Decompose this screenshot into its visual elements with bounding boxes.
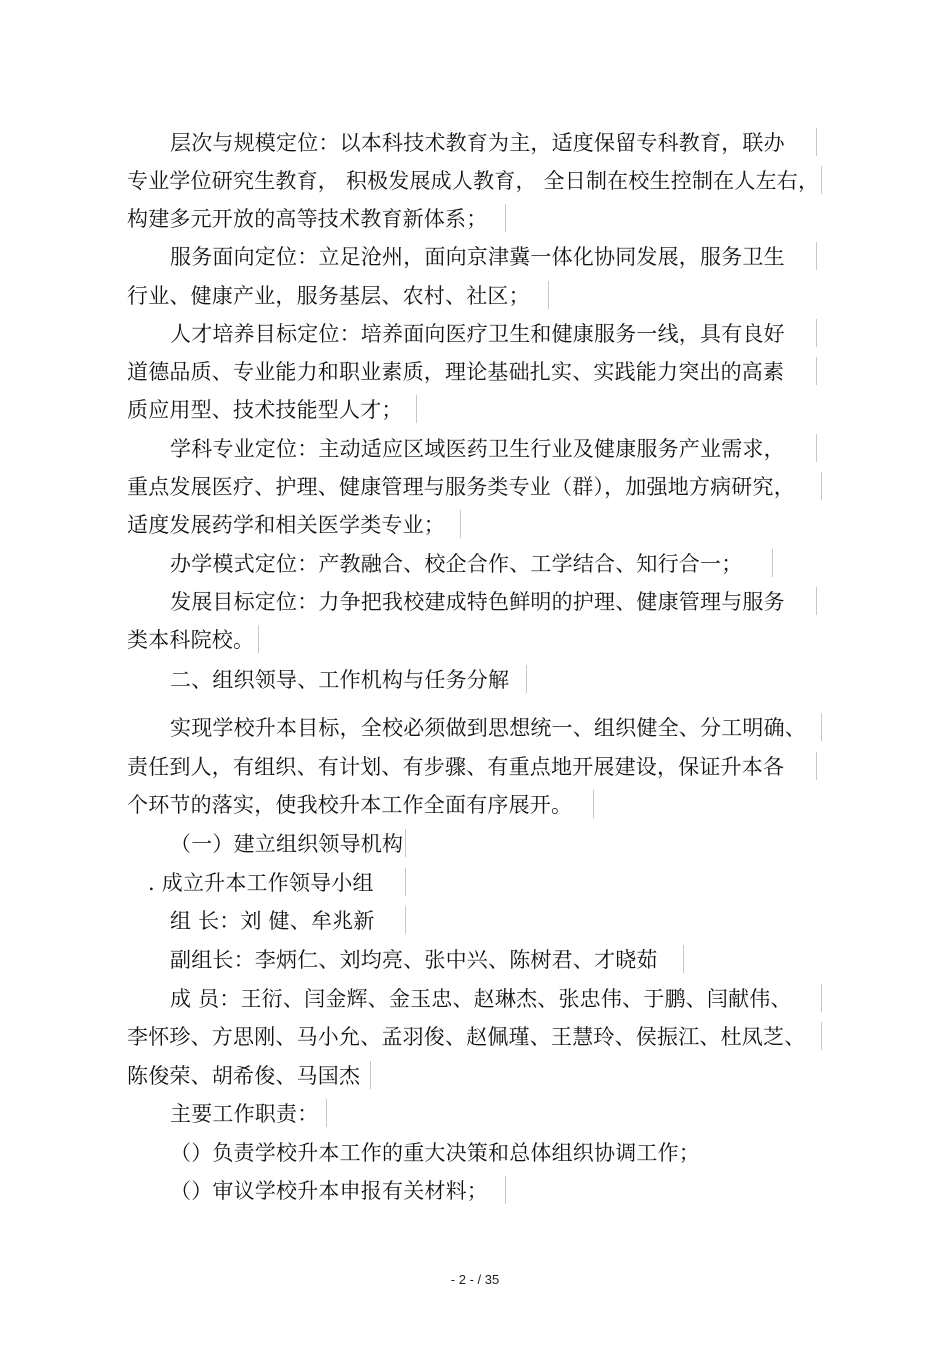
- line-end-rule: [816, 752, 817, 780]
- text-line: 成 员：王衍、闫金辉、金玉忠、赵琳杰、张忠伟、于鹏、闫献伟、: [170, 987, 792, 1011]
- text-line: 行业、健康产业，服务基层、农村、社区；: [127, 284, 530, 308]
- text-line: 李怀珍、方思刚、马小允、孟羽俊、赵佩瑾、王慧玲、侯振江、杜凤芝、: [127, 1025, 806, 1049]
- text-line: 个环节的落实，使我校升本工作全面有序展开。: [127, 793, 573, 817]
- text-line: 道德品质、专业能力和职业素质，理论基础扎实、实践能力突出的高素: [127, 360, 785, 384]
- line-end-rule: [405, 868, 406, 896]
- text-line: 实现学校升本目标，全校必须做到思想统一、组织健全、分工明确、: [170, 716, 806, 740]
- line-end-rule: [460, 510, 461, 538]
- text-line: 发展目标定位：力争把我校建成特色鲜明的护理、健康管理与服务: [170, 590, 785, 614]
- line-end-rule: [772, 549, 773, 577]
- line-end-rule: [816, 357, 817, 385]
- text-line: 类本科院校。: [127, 628, 255, 652]
- text-line: 责任到人，有组织、有计划、有步骤、有重点地开展建设，保证升本各: [127, 755, 785, 779]
- line-end-rule: [683, 945, 684, 973]
- line-end-rule: [405, 829, 406, 857]
- text-line: 办学模式定位：产教融合、校企合作、工学结合、知行合一；: [170, 552, 743, 576]
- line-end-rule: [370, 1061, 371, 1089]
- text-line: 主要工作职责：: [170, 1102, 319, 1126]
- line-end-rule: [816, 128, 817, 156]
- subsection-heading: （一）建立组织领导机构: [170, 832, 404, 856]
- text-line: 适度发展药学和相关医学类专业；: [127, 513, 445, 537]
- line-end-rule: [821, 472, 822, 500]
- text-line: 副组长：李炳仁、刘均亮、张中兴、陈树君、才晓茹: [170, 948, 658, 972]
- line-end-rule: [526, 665, 527, 693]
- text-line: 组 长：刘 健、牟兆新: [170, 909, 375, 933]
- page-number: - 2 - / 35: [450, 1272, 500, 1287]
- line-end-rule: [821, 984, 822, 1012]
- line-end-rule: [821, 1022, 822, 1050]
- text-line: 学科专业定位：主动适应区域医药卫生行业及健康服务产业需求，: [170, 437, 785, 461]
- text-line: 服务面向定位：立足沧州，面向京津冀一体化协同发展，服务卫生: [170, 245, 785, 269]
- line-end-rule: [816, 242, 817, 270]
- text-line: 重点发展医疗、护理、健康管理与服务类专业（群），加强地方病研究，: [127, 475, 795, 499]
- section-heading: 二、组织领导、工作机构与任务分解: [170, 668, 510, 692]
- text-line: 专业学位研究生教育， 积极发展成人教育， 全日制在校生控制在人左右，: [127, 169, 820, 193]
- text-line: （）负责学校升本工作的重大决策和总体组织协调工作；: [170, 1141, 700, 1165]
- line-end-rule: [816, 434, 817, 462]
- line-end-rule: [593, 790, 594, 818]
- line-end-rule: [416, 395, 417, 423]
- line-end-rule: [816, 319, 817, 347]
- line-end-rule: [821, 713, 822, 741]
- line-end-rule: [548, 281, 549, 309]
- line-end-rule: [505, 1176, 506, 1204]
- text-line: 人才培养目标定位：培养面向医疗卫生和健康服务一线，具有良好: [170, 322, 785, 346]
- line-end-rule: [821, 166, 822, 194]
- line-end-rule: [505, 204, 506, 232]
- text-line: 构建多元开放的高等技术教育新体系；: [127, 207, 488, 231]
- text-line: 质应用型、技术技能型人才；: [127, 398, 403, 422]
- line-end-rule: [258, 625, 259, 653]
- line-end-rule: [405, 906, 406, 934]
- line-end-rule: [326, 1099, 327, 1127]
- text-line: （）审议学校升本申报有关材料；: [170, 1179, 488, 1203]
- text-line: 陈俊荣、胡希俊、马国杰: [127, 1064, 361, 1088]
- list-heading: . 成立升本工作领导小组: [148, 871, 374, 895]
- text-line: 层次与规模定位：以本科技术教育为主，适度保留专科教育，联办: [170, 131, 785, 155]
- line-end-rule: [816, 587, 817, 615]
